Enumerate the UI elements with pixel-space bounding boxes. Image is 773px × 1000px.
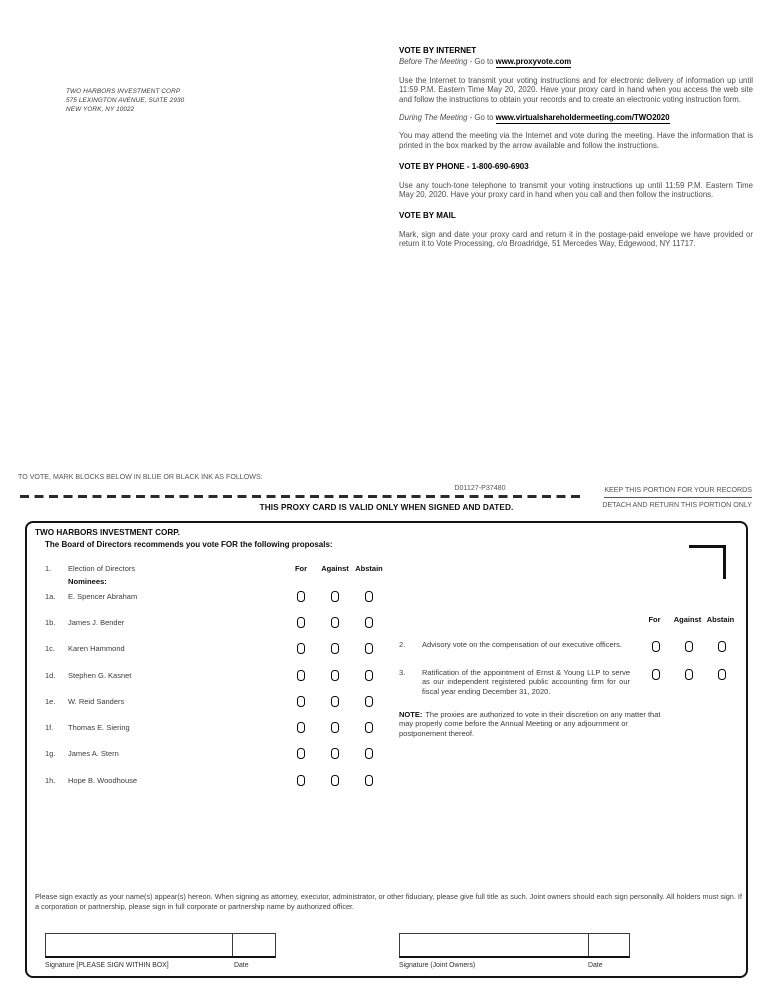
against-checkbox[interactable] bbox=[331, 591, 339, 602]
vote-by-phone-heading: VOTE BY PHONE - 1-800-690-6903 bbox=[399, 162, 529, 172]
nominee-code: 1g. bbox=[45, 749, 56, 759]
signature-box-joint[interactable] bbox=[399, 933, 630, 958]
nominee-row-1f bbox=[45, 714, 386, 740]
control-number: D01127-P37480 bbox=[454, 484, 506, 492]
before-meeting-label: Before The Meeting bbox=[399, 57, 468, 67]
abstain-column-header: Abstain bbox=[706, 615, 735, 624]
against-checkbox[interactable] bbox=[331, 670, 339, 681]
detach-dashed-line bbox=[20, 495, 585, 498]
company-name: TWO HARBORS INVESTMENT CORP. bbox=[35, 528, 180, 537]
nominee-code: 1d. bbox=[45, 670, 56, 680]
nominee-row-1d bbox=[45, 662, 386, 688]
nominee-code: 1a. bbox=[45, 591, 56, 601]
date-divider bbox=[588, 934, 589, 956]
abstain-checkbox[interactable] bbox=[718, 641, 726, 652]
proposal-3-number: 3. bbox=[399, 668, 406, 677]
against-checkbox[interactable] bbox=[685, 641, 693, 652]
nominee-code: 1h. bbox=[45, 775, 56, 785]
proposal-1-title: Election of Directors bbox=[68, 564, 136, 573]
during-meeting-line bbox=[399, 113, 753, 122]
phone-paragraph: Use any touch-tone telephone to transmit your voting instructions up until 11:59 P.M. Eastern Time May 20, 2020. Have your proxy card in hand when you call and then follow the instructions. bbox=[399, 180, 753, 200]
against-checkbox[interactable] bbox=[331, 775, 339, 786]
nominee-name: Stephen G. Kasnet bbox=[68, 670, 132, 680]
nominee-name: W. Reid Sanders bbox=[68, 696, 125, 706]
detach-portion-note: DETACH AND RETURN THIS PORTION ONLY bbox=[602, 501, 752, 509]
for-checkbox[interactable] bbox=[297, 748, 305, 759]
sender-address bbox=[66, 88, 184, 115]
signature-box-primary[interactable] bbox=[45, 933, 276, 958]
for-column-header: For bbox=[294, 564, 308, 573]
nominee-row-1c bbox=[45, 636, 386, 662]
against-checkbox[interactable] bbox=[685, 669, 693, 680]
nominee-row-1g bbox=[45, 741, 386, 767]
nominee-list bbox=[45, 583, 386, 793]
mail-paragraph: Mark, sign and date your proxy card and return it in the postage-paid envelope we have provided or return it to Vote Processing, c/o Broadridge, 51 Mercedes Way, Edgewood, NY 11717. bbox=[399, 229, 753, 249]
for-checkbox[interactable] bbox=[297, 591, 305, 602]
against-checkbox[interactable] bbox=[331, 748, 339, 759]
signature-box-label: Signature [PLEASE SIGN WITHIN BOX] bbox=[45, 962, 169, 969]
date-label: Date bbox=[588, 962, 603, 969]
for-checkbox[interactable] bbox=[297, 696, 305, 707]
nominee-code: 1c. bbox=[45, 644, 56, 654]
goto-text: - Go to bbox=[467, 57, 496, 67]
during-meeting-label: During The Meeting bbox=[399, 113, 468, 123]
for-column-header: For bbox=[648, 615, 661, 624]
discretion-note bbox=[399, 710, 663, 738]
nominee-name: Thomas E. Siering bbox=[68, 723, 130, 733]
nominee-row-1b bbox=[45, 609, 386, 635]
voting-instructions bbox=[399, 46, 753, 258]
against-checkbox[interactable] bbox=[331, 643, 339, 654]
vote-by-mail-heading: VOTE BY MAIL bbox=[399, 211, 456, 221]
signature-box-label: Signature (Joint Owners) bbox=[399, 962, 476, 969]
abstain-checkbox[interactable] bbox=[718, 669, 726, 680]
for-checkbox[interactable] bbox=[652, 669, 660, 680]
internet-paragraph: Use the Internet to transmit your voting instructions and for electronic delivery of information up until 11:59 P.M. Eastern Time May 20, 2020. Have your proxy card in hand when you access the web site and follow the instructions to obtain your records and to create an electronic voting instruction form. bbox=[399, 75, 753, 104]
abstain-checkbox[interactable] bbox=[365, 670, 373, 681]
for-checkbox[interactable] bbox=[297, 775, 305, 786]
proposal-2-row bbox=[399, 640, 738, 652]
nominee-name: James A. Stern bbox=[68, 749, 119, 759]
corner-bracket-mark bbox=[689, 545, 726, 579]
proposal-2-text: Advisory vote on the compensation of our executive officers. bbox=[422, 640, 622, 649]
meeting-attendance-paragraph: You may attend the meeting via the Internet and vote during the meeting. Have the information that is printed in the box marked by the arrow available and follow the instructions. bbox=[399, 131, 753, 150]
proposal-1-number: 1. bbox=[45, 564, 52, 573]
nominee-name: James J. Bender bbox=[68, 617, 125, 627]
abstain-checkbox[interactable] bbox=[365, 748, 373, 759]
goto-text: - Go to bbox=[467, 113, 496, 123]
nominee-code: 1b. bbox=[45, 617, 56, 627]
for-checkbox[interactable] bbox=[652, 641, 660, 652]
proposal-3-text: Ratification of the appointment of Ernst & Young LLP to serve as our independent registered public accounting firm for our fiscal year ending December 31, 2020. bbox=[422, 668, 630, 696]
note-label: NOTE: bbox=[399, 710, 423, 719]
sender-line: TWO HARBORS INVESTMENT CORP bbox=[66, 88, 181, 95]
mark-blocks-instruction: TO VOTE, MARK BLOCKS BELOW IN BLUE OR BLACK INK AS FOLLOWS: bbox=[18, 473, 263, 481]
note-text: The proxies are authorized to vote in their discretion on any matter that may properly come before the Annual Meeting or any adjournment or postponement thereof. bbox=[399, 710, 661, 738]
proposal-1-row bbox=[45, 564, 386, 573]
nominee-name: Hope B. Woodhouse bbox=[68, 775, 138, 785]
abstain-checkbox[interactable] bbox=[365, 591, 373, 602]
vote-by-internet-heading: VOTE BY INTERNET bbox=[399, 46, 477, 55]
right-column-headers bbox=[638, 615, 737, 624]
virtual-meeting-link[interactable]: www.virtualshareholdermeeting.com/TWO2020 bbox=[495, 113, 670, 123]
nominee-row-1a bbox=[45, 583, 386, 609]
signing-instructions: Please sign exactly as your name(s) appear(s) hereon. When signing as attorney, executor, administrator, or other fiduciary, please give full title as such. Joint owners should each sign personally. All holders must sign. If a corporation or partnership, please sign in full corporate or partnership name by authorized officer. bbox=[35, 892, 742, 911]
nominee-row-1e bbox=[45, 688, 386, 714]
against-checkbox[interactable] bbox=[331, 722, 339, 733]
date-divider bbox=[232, 934, 233, 956]
proposal-2-number: 2. bbox=[399, 640, 406, 649]
valid-when-signed-notice: THIS PROXY CARD IS VALID ONLY WHEN SIGNED AND DATED. bbox=[259, 503, 514, 512]
for-checkbox[interactable] bbox=[297, 643, 305, 654]
abstain-checkbox[interactable] bbox=[365, 643, 373, 654]
proxyvote-link[interactable]: www.proxyvote.com bbox=[495, 57, 572, 67]
signature-label-primary bbox=[45, 962, 276, 969]
abstain-checkbox[interactable] bbox=[365, 617, 373, 628]
date-label: Date bbox=[234, 962, 249, 969]
proposal-3-row bbox=[399, 668, 738, 696]
nominee-code: 1f. bbox=[45, 723, 54, 733]
for-checkbox[interactable] bbox=[297, 722, 305, 733]
for-checkbox[interactable] bbox=[297, 670, 305, 681]
nominee-code: 1e. bbox=[45, 696, 56, 706]
for-checkbox[interactable] bbox=[297, 617, 305, 628]
abstain-checkbox[interactable] bbox=[365, 722, 373, 733]
before-meeting-line bbox=[399, 57, 753, 66]
against-column-header: Against bbox=[321, 564, 349, 573]
nominees-label: Nominees: bbox=[68, 577, 107, 586]
against-checkbox[interactable] bbox=[331, 617, 339, 628]
nominee-row-1h bbox=[45, 767, 386, 793]
nominee-name: E. Spencer Abraham bbox=[68, 591, 138, 601]
nominee-name: Karen Hammond bbox=[68, 644, 125, 654]
abstain-column-header: Abstain bbox=[355, 564, 383, 573]
keep-portion-note: KEEP THIS PORTION FOR YOUR RECORDS bbox=[604, 486, 752, 498]
board-recommendation: The Board of Directors recommends you vote FOR the following proposals: bbox=[45, 540, 333, 549]
sender-line: 575 LEXINGTON AVENUE, SUITE 2930 bbox=[66, 96, 185, 104]
against-checkbox[interactable] bbox=[331, 696, 339, 707]
signature-label-joint bbox=[399, 962, 630, 969]
against-column-header: Against bbox=[673, 615, 702, 624]
sender-line: NEW YORK, NY 10022 bbox=[66, 105, 135, 113]
abstain-checkbox[interactable] bbox=[365, 696, 373, 707]
abstain-checkbox[interactable] bbox=[365, 775, 373, 786]
proxy-ballot-card bbox=[25, 521, 748, 978]
